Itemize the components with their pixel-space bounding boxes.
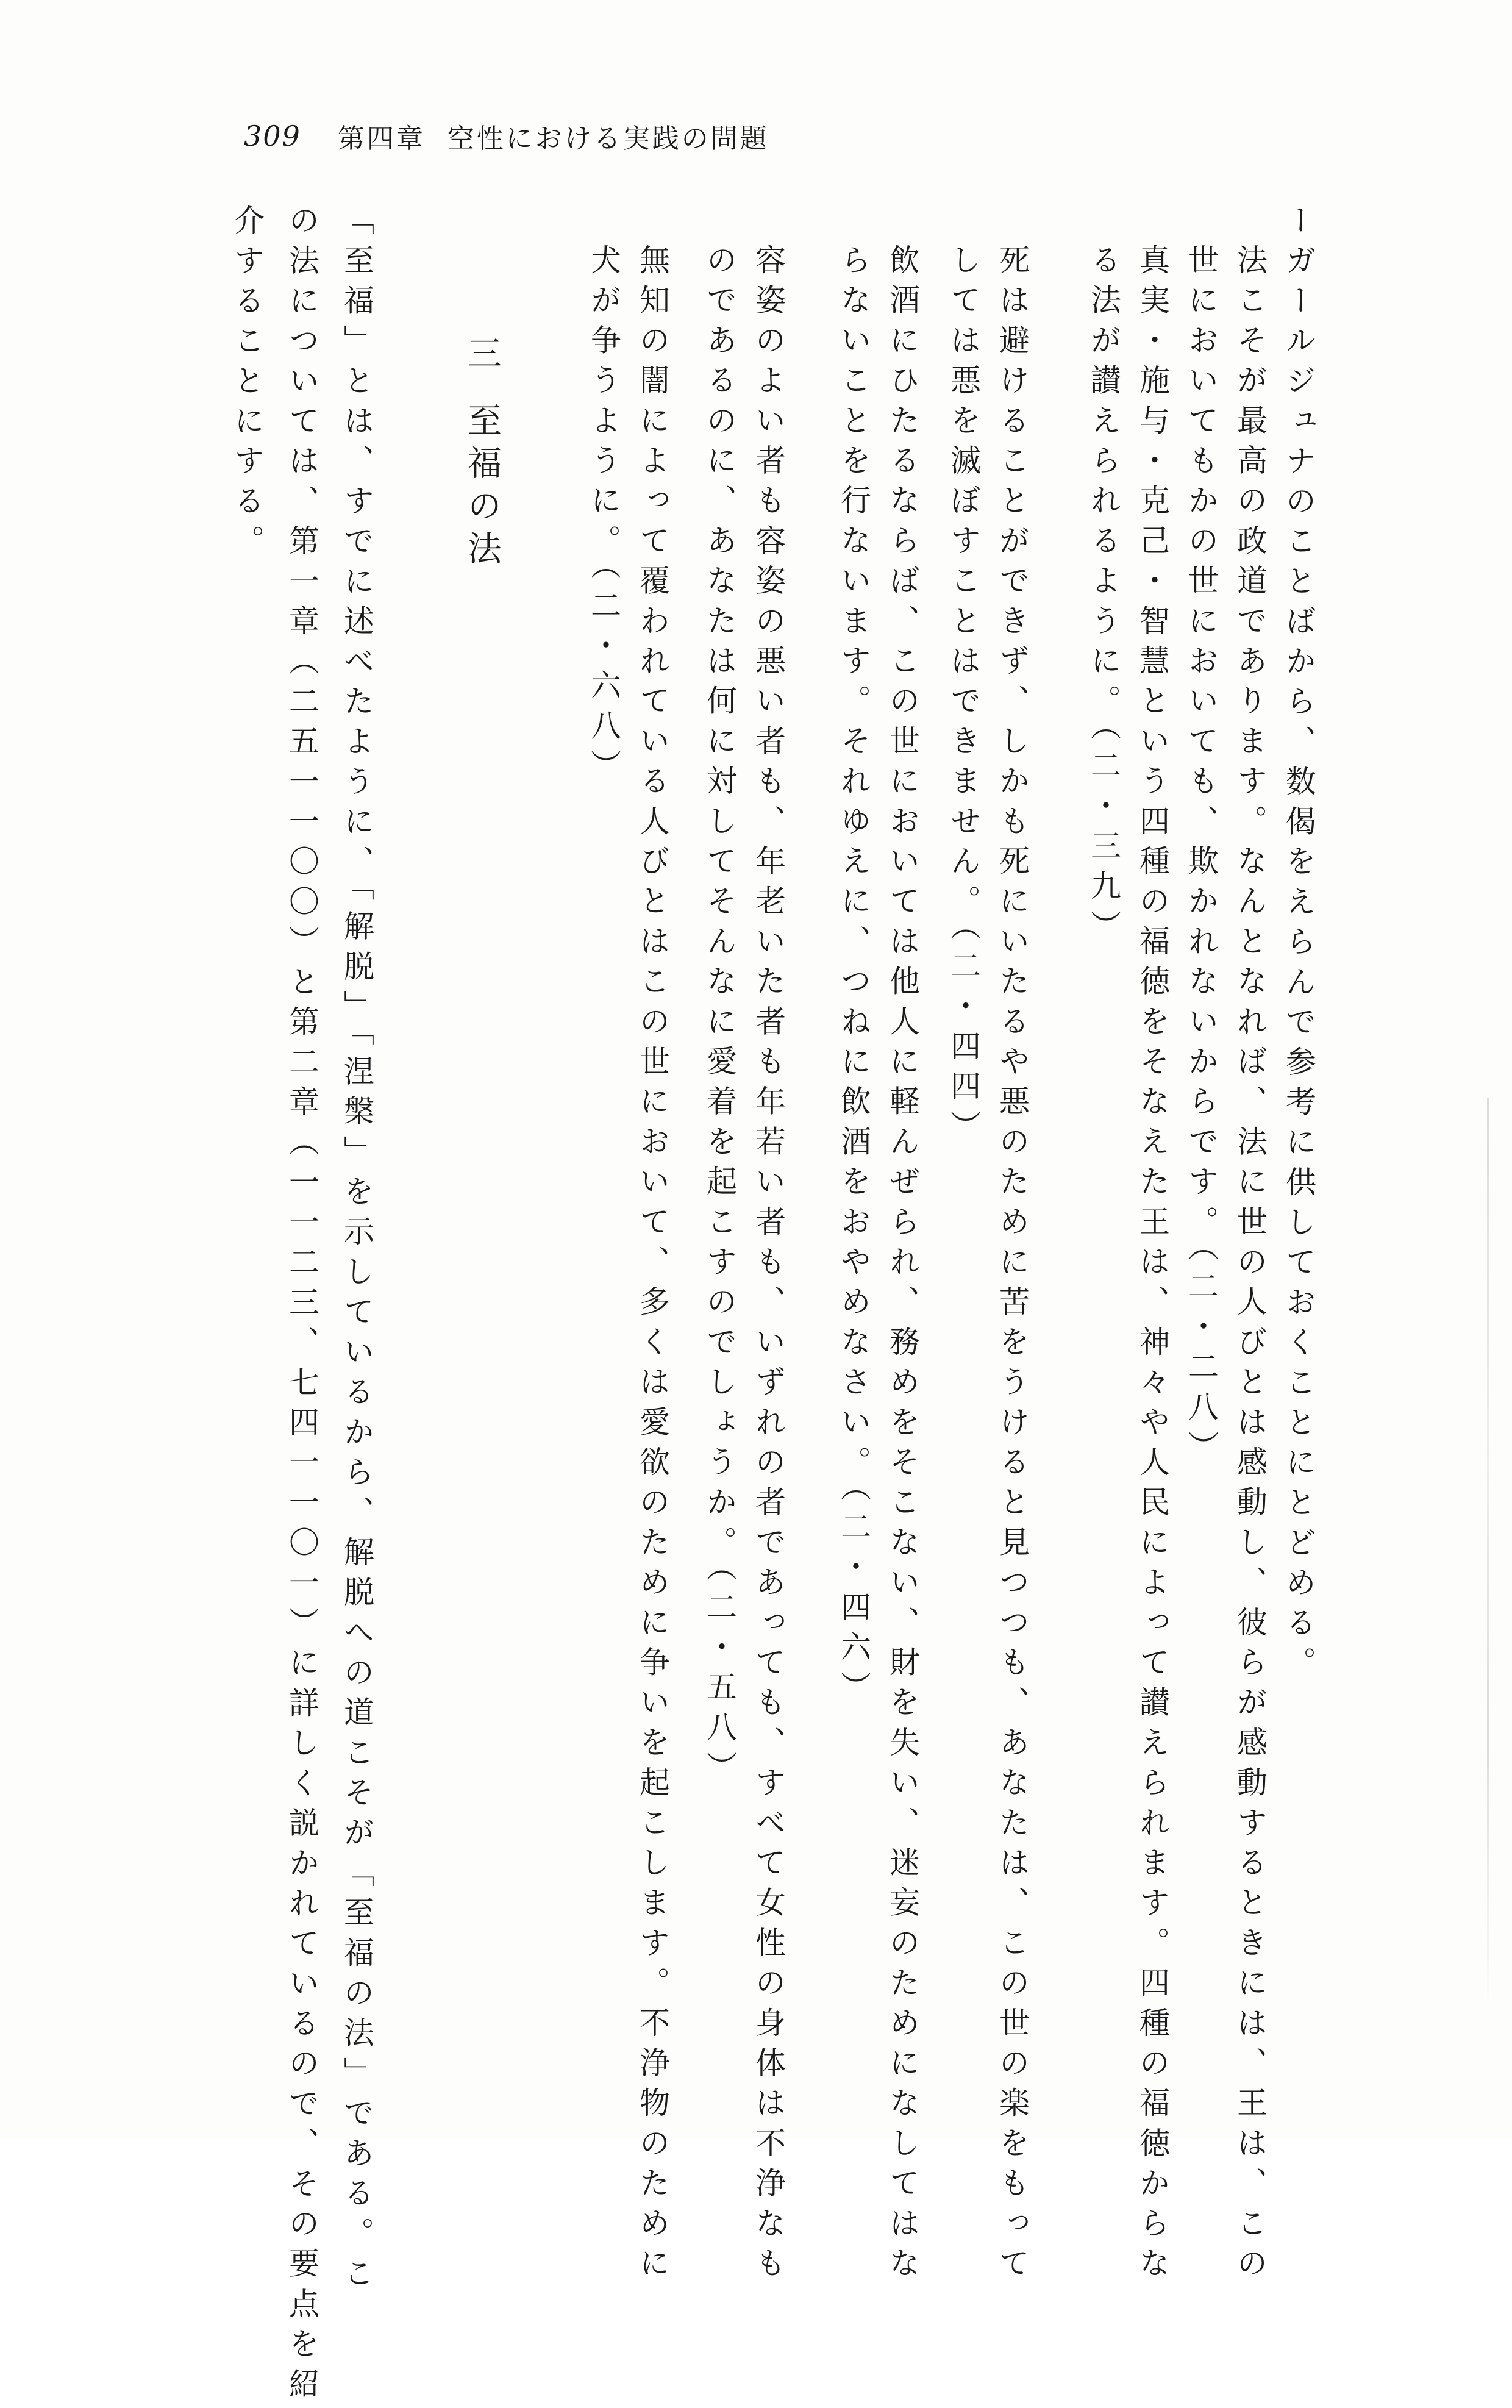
quote-column: 無知の闇によって覆われている人びとはこの世において、多くは愛欲のために争いを起こします。不浄物のために — [635, 244, 670, 2287]
running-header — [244, 115, 769, 157]
chapter-title: 空性における実践の問題 — [447, 123, 769, 154]
quote-column: 世においてもかの世においても、欺かれないからです。（二・二八） — [1183, 244, 1219, 1471]
quote-column: しては悪を滅ぼすことはできません。（二・四四） — [946, 244, 981, 1151]
running-title — [338, 116, 769, 155]
quote-column: 法こそが最高の政道であります。なんとなれば、法に世の人びとは感動し、彼らが感動するときには、王は、この — [1232, 244, 1268, 2287]
quote-column: 飲酒にひたるならば、この世においては他人に軽んぜられ、務めをそこない、財を失い、迷妄のためになしてはな — [885, 244, 920, 2287]
quote-column: 死は避けることができず、しかも死にいたるや悪のために苦をうけると見つつも、あなたは、この世の楽をもって — [994, 244, 1030, 2287]
text-column: の法については、第一章（二五一一〇〇）と第二章（一一二三、七四一一〇一）に詳しく説かれているので、その要点を紹 — [284, 204, 319, 2408]
page-number: 309 — [244, 120, 301, 152]
quote-column: 真実・施与・克己・智慧という四種の福徳をそなえた王は、神々や人民によって讃えられます。四種の福徳からな — [1135, 244, 1170, 2287]
section-title: 至福の法 — [462, 402, 502, 573]
text-column: ーガールジュナのことばから、数偈をえらんで参考に供しておくことにとどめる。 — [1281, 204, 1316, 1687]
quote-column: る法が讃えられるように。（二・三九） — [1086, 244, 1121, 950]
text-column: 「至福」とは、すでに述べたように、「解脱」「涅槃」を示しているから、解脱への道こそが「至福の法」である。こ — [339, 204, 374, 2298]
text-column: 介することにする。 — [229, 204, 265, 565]
section-heading — [457, 335, 506, 573]
quote-column: のであるのに、あなたは何に対してそんなに愛着を起こすのでしょうか。（二・五八） — [702, 244, 737, 1792]
scan-edge-shadow — [1487, 1098, 1489, 2012]
section-number: 三 — [462, 335, 502, 378]
chapter-label: 第四章 — [337, 123, 426, 154]
quote-column: らないことを行ないます。それゆえに、つねに飲酒をおやめなさい。（二・四六） — [836, 244, 871, 1711]
quote-column: 容姿のよい者も容姿の悪い者も、年老いた者も年若い者も、いずれの者であっても、すべて女性の身体は不浄なも — [751, 244, 786, 2287]
quote-column: 犬が争うように。（二・六八） — [586, 244, 621, 790]
